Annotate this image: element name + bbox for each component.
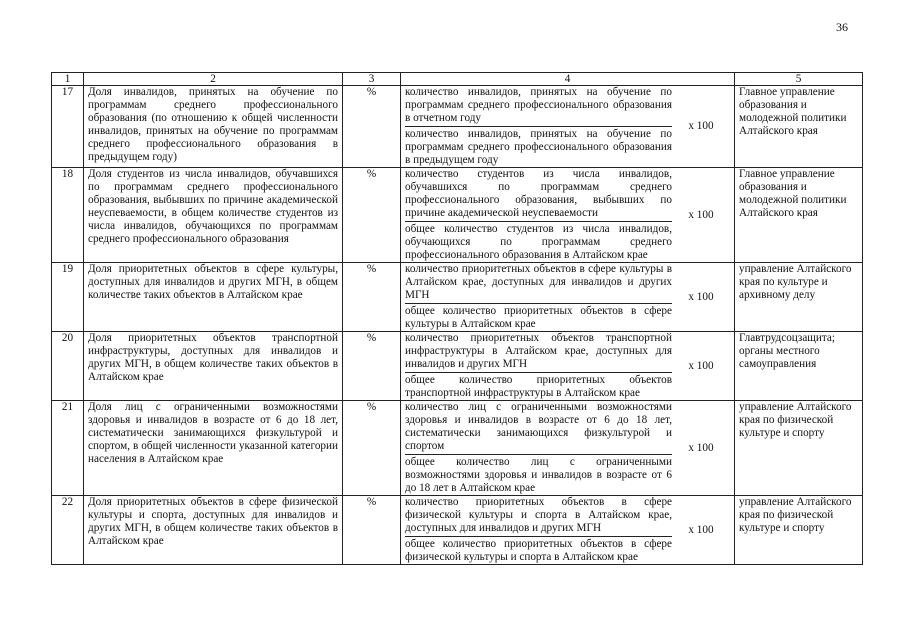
table-row xyxy=(52,168,863,263)
header-col-3: 3 xyxy=(343,73,401,86)
unit: % xyxy=(343,332,401,401)
formula-denominator: общее количество лиц с ограниченными возможностями здоровья и инвалидов в возрасте от 6 до 18 лет в Алтайском крае xyxy=(405,456,672,494)
formula-numerator: количество студентов из числа инвалидов, обучавшихся по программам среднего профессионального образования, выбывших по причине академической неуспеваемости xyxy=(405,168,672,219)
indicator-name: Доля инвалидов, принятых на обучение по программам среднего профессионального образования (по отношению к общей численности инвалидов, принятых на обучение по программам среднего профессионального образования в предыдущем году) xyxy=(84,86,343,168)
formula-multiplier: х 100 xyxy=(688,290,714,303)
formula-numerator: количество приоритетных объектов транспортной инфраструктуры в Алтайском крае, доступных для инвалидов и других МГН xyxy=(405,332,672,370)
table-row xyxy=(52,263,863,332)
fraction xyxy=(405,168,672,262)
page-number: 36 xyxy=(836,20,848,34)
formula xyxy=(405,168,730,262)
unit: % xyxy=(343,168,401,263)
formula-multiplier: х 100 xyxy=(688,208,714,221)
unit: % xyxy=(343,401,401,496)
responsible-body: Главное управление образования и молодежной политики Алтайского края xyxy=(735,168,863,263)
table-row xyxy=(52,496,863,565)
row-number: 19 xyxy=(52,263,84,332)
header-col-4: 4 xyxy=(401,73,735,86)
fraction xyxy=(405,496,672,564)
formula-denominator: общее количество приоритетных объектов в сфере культуры в Алтайском крае xyxy=(405,305,672,330)
header-col-1: 1 xyxy=(52,73,84,86)
row-number: 18 xyxy=(52,168,84,263)
formula-cell xyxy=(401,263,735,332)
responsible-body: Главное управление образования и молодежной политики Алтайского края xyxy=(735,86,863,168)
responsible-body: управление Алтайского края по физической культуре и спорту xyxy=(735,496,863,565)
indicator-name: Доля лиц с ограниченными возможностями здоровья и инвалидов в возрасте от 6 до 18 лет, систематически занимающихся физкультурой и спортом, в общей численности указанной категории населения в Алтайском крае xyxy=(84,401,343,496)
formula-cell xyxy=(401,332,735,401)
header-row xyxy=(52,73,863,86)
indicator-name: Доля приоритетных объектов в сфере культуры, доступных для инвалидов и других МГН, в общем количестве таких объектов в Алтайском крае xyxy=(84,263,343,332)
formula xyxy=(405,401,730,495)
formula-denominator: количество инвалидов, принятых на обучение по программам среднего профессионального образования в предыдущем году xyxy=(405,128,672,166)
unit: % xyxy=(343,496,401,565)
table-row xyxy=(52,86,863,168)
formula xyxy=(405,263,730,331)
indicator-name: Доля приоритетных объектов транспортной инфраструктуры, доступных для инвалидов и других МГН, в общем количестве таких объектов в Алтайском крае xyxy=(84,332,343,401)
formula xyxy=(405,86,730,167)
indicators-table xyxy=(51,72,863,565)
header-col-2: 2 xyxy=(84,73,343,86)
formula-numerator: количество приоритетных объектов в сфере культуры в Алтайском крае, доступных для инвалидов и других МГН xyxy=(405,263,672,301)
fraction xyxy=(405,332,672,400)
formula-cell xyxy=(401,401,735,496)
formula-denominator: общее количество приоритетных объектов в сфере физической культуры и спорта в Алтайском крае xyxy=(405,538,672,563)
row-number: 22 xyxy=(52,496,84,565)
formula-cell xyxy=(401,86,735,168)
formula-multiplier: х 100 xyxy=(688,359,714,372)
formula xyxy=(405,496,730,564)
fraction xyxy=(405,401,672,495)
indicator-name: Доля приоритетных объектов в сфере физической культуры и спорта, доступных для инвалидов и других МГН, в общем количестве таких объектов в Алтайском крае xyxy=(84,496,343,565)
fraction xyxy=(405,263,672,331)
formula-multiplier: х 100 xyxy=(688,523,714,536)
unit: % xyxy=(343,263,401,332)
formula-cell xyxy=(401,496,735,565)
formula-multiplier: х 100 xyxy=(688,441,714,454)
formula-multiplier: х 100 xyxy=(688,120,714,132)
indicator-name: Доля студентов из числа инвалидов, обучавшихся по программам среднего профессионального образования, выбывших по причине академической неуспеваемости, в общем количестве студентов из числа инвалидов, обучающихся по программам среднего профессионального образования xyxy=(84,168,343,263)
formula-numerator: количество инвалидов, принятых на обучение по программам среднего профессионального образования в отчетном году xyxy=(405,86,672,124)
formula-numerator: количество лиц с ограниченными возможностями здоровья и инвалидов в возрасте от 6 до 18 лет, систематически занимающихся физкультурой и спортом xyxy=(405,401,672,452)
responsible-body: управление Алтайского края по культуре и архивному делу xyxy=(735,263,863,332)
responsible-body: управление Алтайского края по физической культуре и спорту xyxy=(735,401,863,496)
formula-denominator: общее количество приоритетных объектов транспортной инфраструктуры в Алтайском крае xyxy=(405,374,672,399)
unit: % xyxy=(343,86,401,168)
formula xyxy=(405,332,730,400)
header-col-5: 5 xyxy=(735,73,863,86)
formula-numerator: количество приоритетных объектов в сфере физической культуры и спорта в Алтайском крае, доступных для инвалидов и других МГН xyxy=(405,496,672,534)
table-row xyxy=(52,401,863,496)
responsible-body: Главтрудсоцзащита; органы местного самоуправления xyxy=(735,332,863,401)
row-number: 17 xyxy=(52,86,84,168)
row-number: 21 xyxy=(52,401,84,496)
table-row xyxy=(52,332,863,401)
row-number: 20 xyxy=(52,332,84,401)
formula-cell xyxy=(401,168,735,263)
fraction xyxy=(405,86,672,167)
formula-denominator: общее количество студентов из числа инвалидов, обучающихся по программам среднего профессионального образования в Алтайском крае xyxy=(405,223,672,261)
